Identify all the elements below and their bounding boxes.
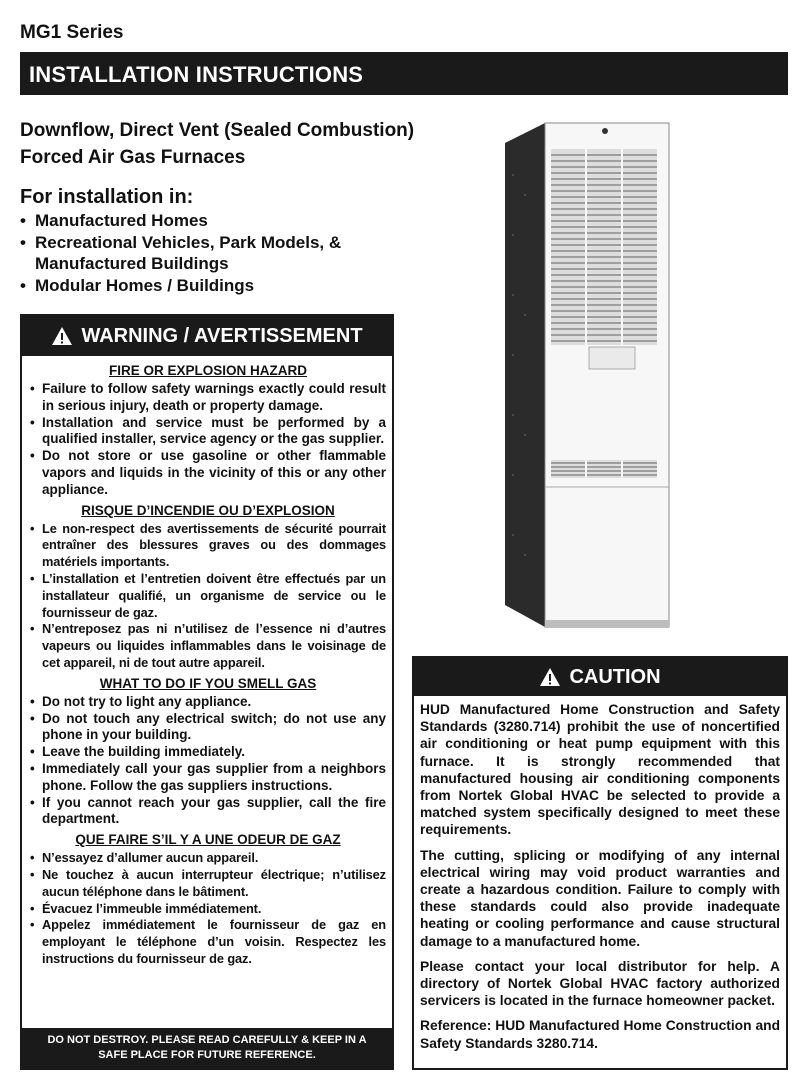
list-item: • Modular Homes / Buildings: [20, 275, 341, 297]
caution-box: [412, 656, 788, 1070]
warning-heading: WARNING / AVERTISSEMENT: [81, 324, 363, 347]
list-item-continuation: Manufactured Buildings: [35, 254, 229, 273]
list-item: • Ne touchez à aucun interrupteur électrique; n’utilisez aucun téléphone dans le bâtiment.: [30, 867, 386, 901]
section-title: RISQUE D’INCENDIE OU D’EXPLOSION: [81, 502, 335, 518]
list-item: • Do not try to light any appliance.: [30, 694, 386, 711]
warning-header: [22, 316, 392, 356]
caution-heading: CAUTION: [569, 665, 661, 688]
caution-triangle-icon: [539, 667, 561, 687]
warning-triangle-icon: [51, 326, 73, 346]
list-item: • N’essayez d’allumer aucun appareil.: [30, 850, 386, 867]
list-item: • Installation and service must be performed by a qualified installer, service agency or the gas supplier.: [30, 415, 386, 449]
install-heading: For installation in:: [20, 186, 194, 208]
furnace-image: [505, 115, 675, 635]
series-label: MG1 Series: [20, 22, 124, 43]
list-item: • Do not store or use gasoline or other flammable vapors and liquids in the vicinity of this or any other appliance.: [30, 448, 386, 498]
gas-smell-list: [30, 694, 386, 828]
subtitle-line: Forced Air Gas Furnaces: [20, 147, 246, 168]
list-item: • N’entreposez pas ni n’utilisez de l’essence ni d’autres vapeurs ou liquides inflammables dans le voisinage de cet appareil, ni de tout autre appareil.: [30, 621, 386, 671]
list-item: • Manufactured Homes: [20, 210, 341, 232]
document-title: INSTALLATION INSTRUCTIONS: [20, 52, 788, 95]
list-item: • If you cannot reach your gas supplier, call the fire department.: [30, 795, 386, 829]
section-title: FIRE OR EXPLOSION HAZARD: [108, 363, 307, 378]
caution-paragraph: Please contact your local distributor for help. A directory of Nortek Global HVAC factory authorized servicers is located in the furnace homeowner packet.: [420, 958, 780, 1009]
caution-paragraph: HUD Manufactured Home Construction and Safety Standards (3280.714) prohibit the use of noncertified air conditioning or heat pump equipment with this furnace. It is strongly recommended that manufactured housing air conditioning components from Nortek Global HVAC be selected to provide a matched system specifically designed to meet these requirements.: [420, 702, 780, 838]
warning-footer: [22, 1028, 392, 1068]
warning-list-fr: [30, 521, 386, 672]
subtitle-line: Downflow, Direct Vent (Sealed Combustion): [20, 120, 415, 141]
list-item: • Recreational Vehicles, Park Models, &: [20, 232, 341, 254]
install-list: [20, 210, 341, 296]
list-item: • Le non-respect des avertissements de sécurité pourrait entraîner des blessures graves ou des dommages matériels importants.: [30, 521, 386, 571]
caution-header: [414, 658, 786, 696]
caution-paragraph: The cutting, splicing or modifying of any internal electrical wiring may void product warranties and create a hazardous condition. Failure to comply with these standards could also provide inadequate heating or cooling performance and cause structural damage to a manufactured home.: [420, 847, 780, 949]
list-item: • L’installation et l’entretien doivent être effectués par un installateur qualifié, un organisme de service ou le fournisseur de gaz.: [30, 571, 386, 621]
list-item: • Leave the building immediately.: [30, 744, 386, 761]
list-item: • Do not touch any electrical switch; do not use any phone in your building.: [30, 711, 386, 745]
warning-list: [30, 381, 386, 499]
list-item: • Appelez immédiatement le fournisseur de gaz en employant le téléphone d’un voisin. Respectez les instructions du fournisseur de gaz.: [30, 917, 386, 967]
section-title: QUE FAIRE S’IL Y A UNE ODEUR DE GAZ: [75, 832, 341, 848]
gas-smell-list-fr: [30, 850, 386, 968]
section-title: WHAT TO DO IF YOU SMELL GAS: [99, 675, 317, 691]
caution-paragraph: Reference: HUD Manufactured Home Construction and Safety Standards 3280.714.: [420, 1018, 780, 1051]
list-item: • Évacuez l’immeuble immédiatement.: [30, 901, 386, 918]
list-item: • Immediately call your gas supplier from a neighbors phone. Follow the gas suppliers instructions.: [30, 761, 386, 795]
product-subtitle: [20, 117, 414, 171]
footer-line: DO NOT DESTROY. PLEASE READ CAREFULLY & KEEP IN A: [47, 1034, 367, 1046]
footer-line: SAFE PLACE FOR FUTURE REFERENCE.: [98, 1049, 316, 1061]
warning-box: [20, 314, 394, 1070]
lower-grille: [551, 460, 657, 478]
list-item: • Failure to follow safety warnings exactly could result in serious injury, death or property damage.: [30, 381, 386, 415]
